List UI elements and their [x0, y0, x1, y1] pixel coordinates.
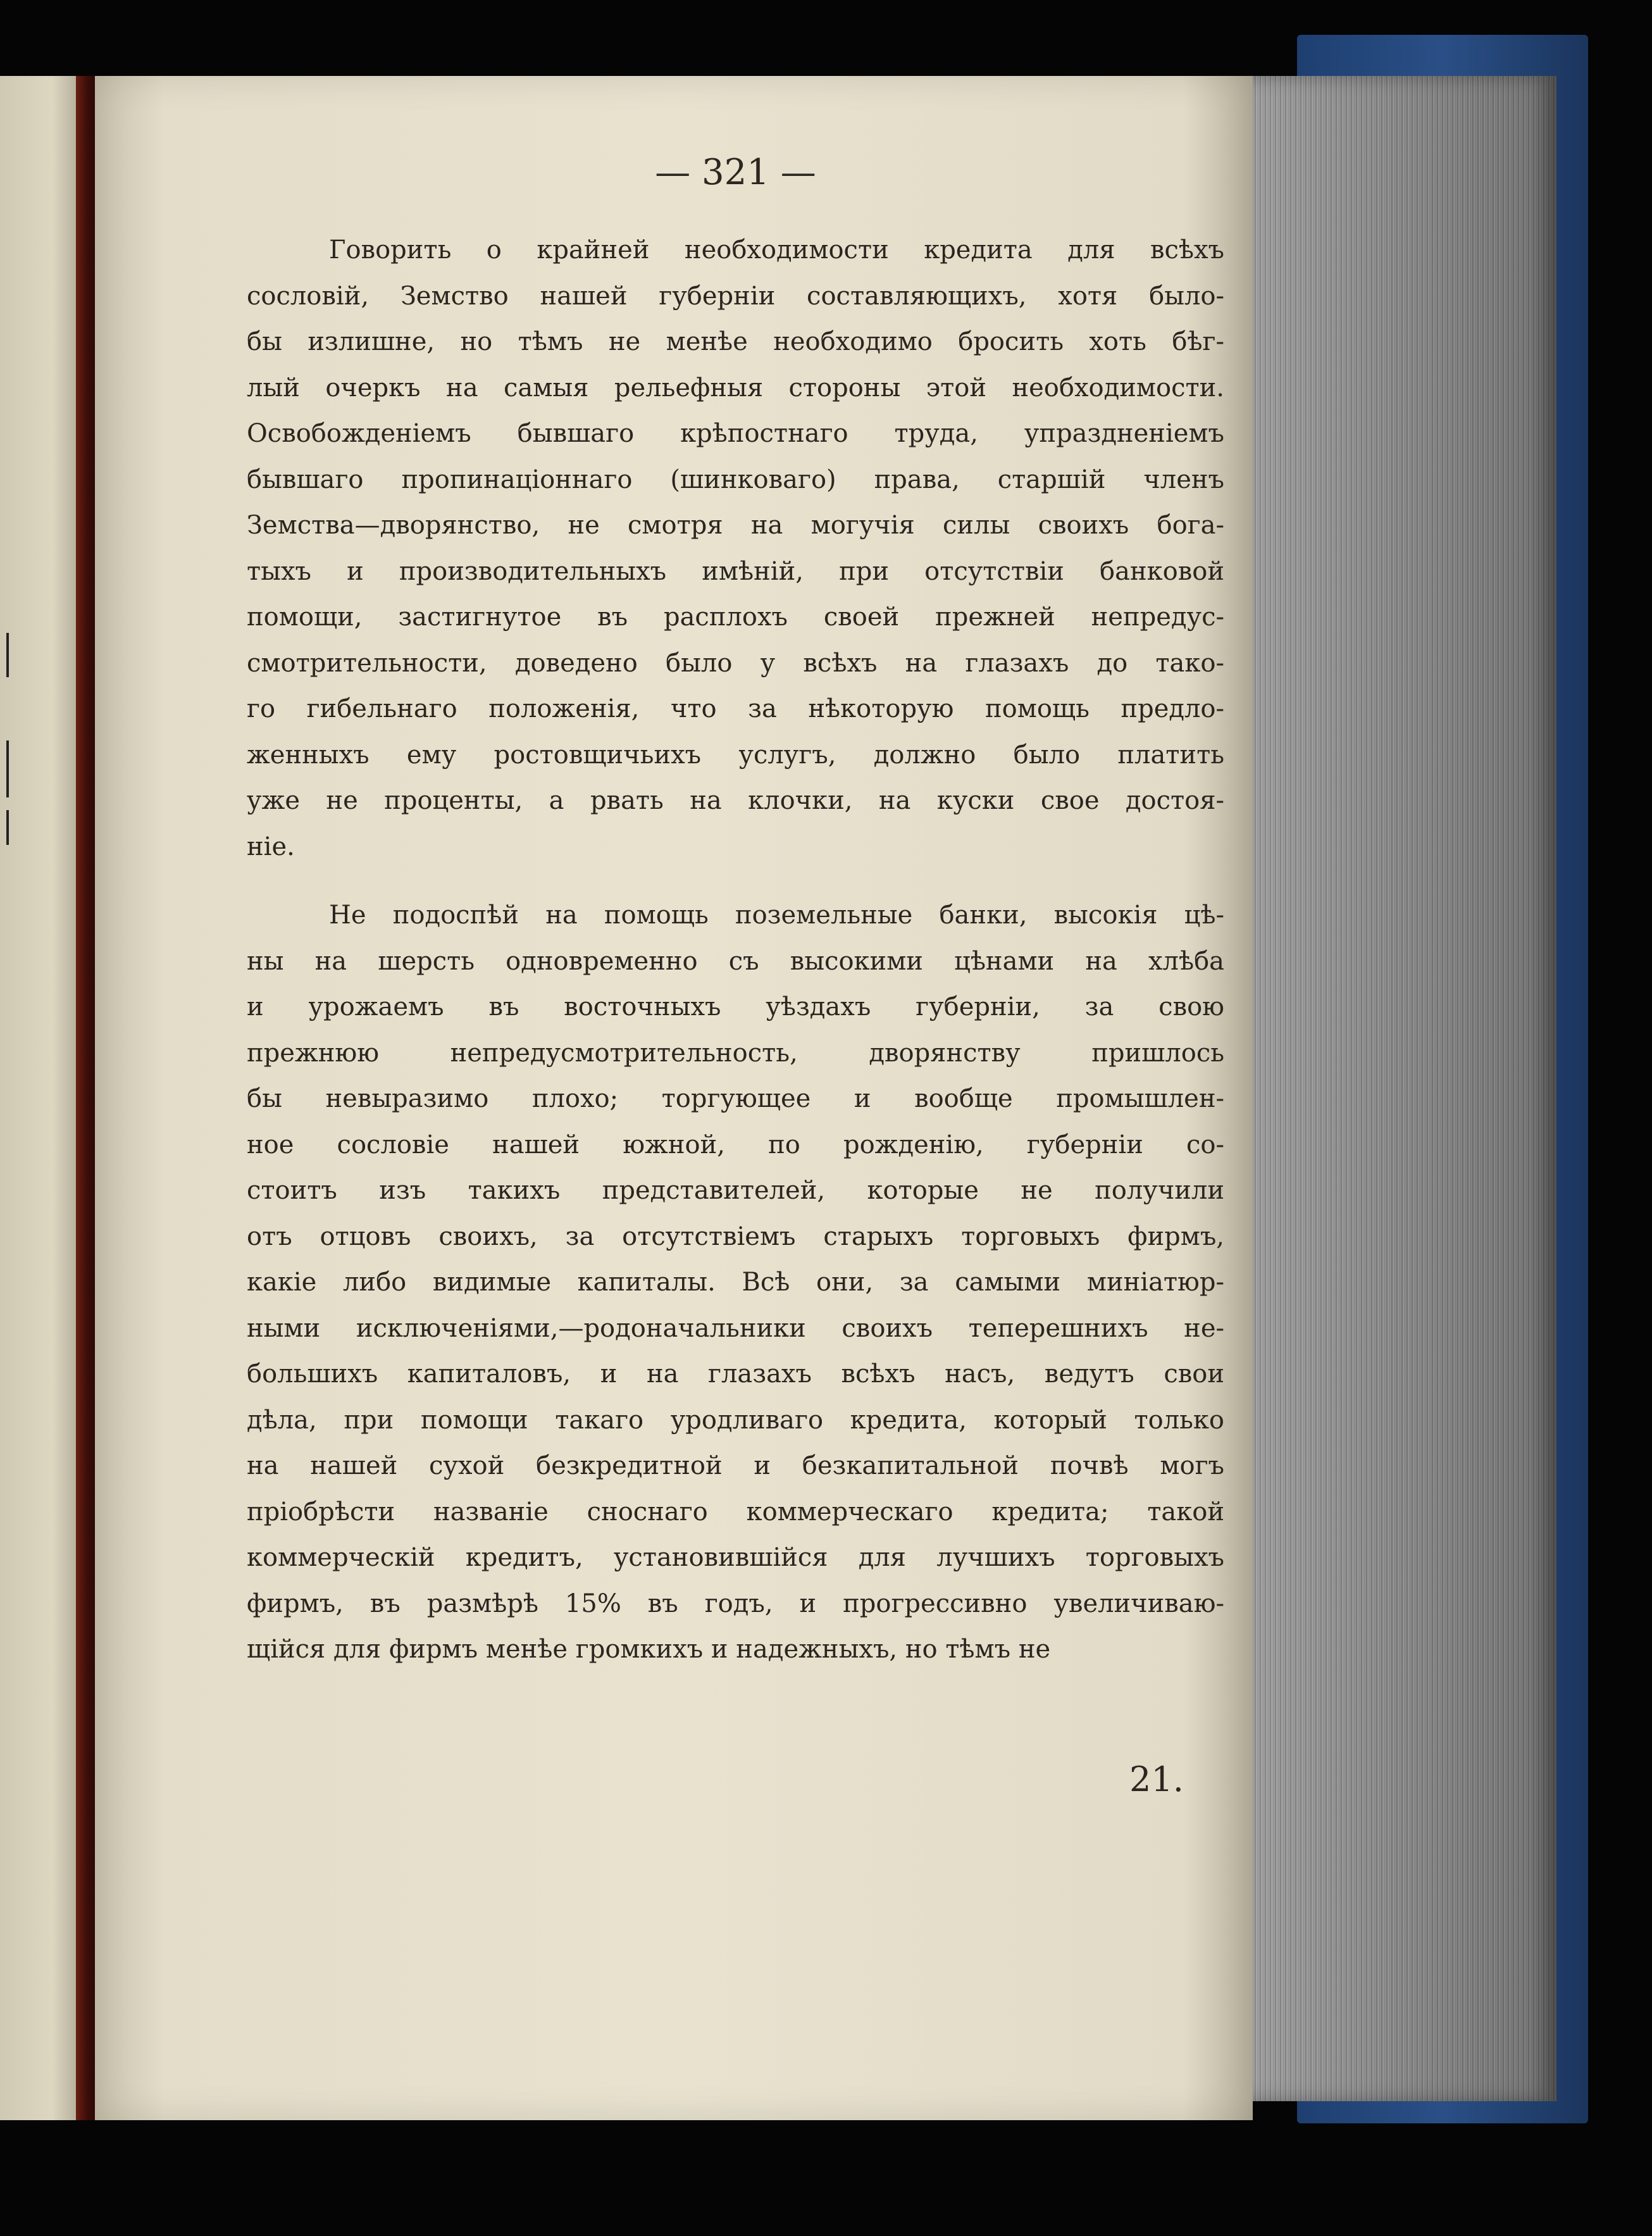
text-line: ны на шерсть одновременно съ высокими цѣнами на хлѣба: [247, 946, 1224, 976]
signature-mark: 21.: [1129, 1759, 1184, 1799]
text-line: ными исключеніями,—родоначальники своихъ теперешнихъ не-: [247, 1313, 1224, 1343]
text-line: Освобожденіемъ бывшаго крѣпостнаго труда, упраздненіемъ: [247, 419, 1224, 448]
text-line: Говорить о крайней необходимости кредита для всѣхъ: [329, 235, 1224, 265]
text-line: ніе.: [247, 832, 295, 861]
text-line: бывшаго пропинаціоннаго (шинковаго) права, старшій членъ: [247, 465, 1224, 494]
text-line: коммерческій кредитъ, установившійся для лучшихъ торговыхъ: [247, 1543, 1224, 1572]
text-line: бы невыразимо плохо; торгующее и вообще промышлен-: [247, 1084, 1224, 1113]
text-line: большихъ капиталовъ, и на глазахъ всѣхъ насъ, ведутъ свои: [247, 1359, 1224, 1389]
text-line: и урожаемъ въ восточныхъ уѣздахъ губерніи, за свою: [247, 992, 1224, 1021]
text-line: лый очеркъ на самыя рельефныя стороны этой необходимости.: [247, 373, 1224, 403]
text-line: щійся для фирмъ менѣе громкихъ и надежныхъ, но тѣмъ не: [247, 1635, 1051, 1664]
page-edges: [1227, 76, 1556, 2101]
left-page-mark: [6, 633, 9, 677]
text-line: на нашей сухой безкредитной и безкапитальной почвѣ могъ: [247, 1451, 1224, 1480]
text-line: дѣла, при помощи такаго уродливаго кредита, который только: [247, 1405, 1224, 1435]
text-line: женныхъ ему ростовщичьихъ услугъ, должно было платить: [247, 740, 1224, 770]
text-line: ное сословіе нашей южной, по рожденію, губерніи со-: [247, 1130, 1224, 1159]
text-line: стоитъ изъ такихъ представителей, которые не получили: [247, 1176, 1224, 1205]
text-line: Не подоспѣй на помощь поземельные банки, высокія цѣ-: [329, 901, 1224, 930]
text-line: какіе либо видимые капиталы. Всѣ они, за самыми миніатюр-: [247, 1268, 1224, 1297]
text-line: прежнюю непредусмотрительность, дворянству пришлось: [247, 1038, 1224, 1068]
text-line: помощи, застигнутое въ расплохъ своей прежней непредус-: [247, 603, 1224, 632]
text-line: Земства—дворянство, не смотря на могучія силы своихъ бога-: [247, 511, 1224, 540]
text-line: уже не проценты, а рвать на клочки, на куски свое достоя-: [247, 786, 1224, 815]
text-line: смотрительности, доведено было у всѣхъ на глазахъ до тако-: [247, 648, 1224, 678]
text-line: бы излишне, но тѣмъ не менѣе необходимо бросить хоть бѣг-: [247, 327, 1224, 356]
text-line: го гибельнаго положенія, что за нѣкоторую помощь предло-: [247, 694, 1224, 723]
text-line: пріобрѣсти названіе сноснаго коммерческаго кредита; такой: [247, 1497, 1224, 1527]
left-page-mark: [6, 740, 9, 797]
book-page: [95, 76, 1253, 2120]
text-line: сословій, Земство нашей губерніи составляющихъ, хотя было-: [247, 281, 1224, 311]
text-line: отъ отцовъ своихъ, за отсутствіемъ старыхъ торговыхъ фирмъ,: [247, 1221, 1224, 1251]
left-page-mark: [6, 810, 9, 845]
text-line: тыхъ и производительныхъ имѣній, при отсутствіи банковой: [247, 556, 1224, 586]
text-line: фирмъ, въ размѣрѣ 15% въ годъ, и прогрессивно увеличиваю-: [247, 1589, 1224, 1618]
page-number: — 321 —: [655, 152, 816, 193]
